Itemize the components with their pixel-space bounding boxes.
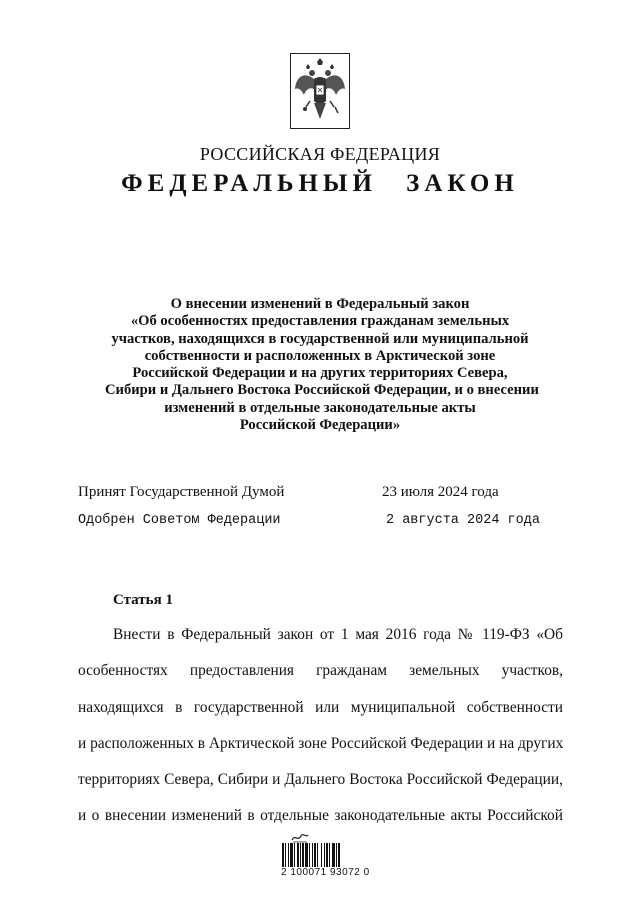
body-line: территориях Севера, Сибири и Дальнего Востока Российской Федерации, xyxy=(78,771,563,789)
title-line: Сибири и Дальнего Востока Российской Федерации, и о внесении xyxy=(105,382,539,399)
body-line: и расположенных в Арктической зоне Российской Федерации и на других xyxy=(78,734,564,752)
council-approval-date: 2 августа 2024 года xyxy=(386,513,540,528)
body-line: особенностях предоставления гражданам земельных участков, xyxy=(78,662,563,680)
title-line: Российской Федерации и на других территориях Севера, xyxy=(132,365,508,382)
body-line: Внести в Федеральный закон от 1 мая 2016 года № 119-ФЗ «Об xyxy=(113,626,563,643)
title-line: О внесении изменений в Федеральный закон xyxy=(170,296,470,312)
title-line: Российской Федерации» xyxy=(239,417,401,434)
barcode-number: 2 100071 93072 0 xyxy=(281,867,370,878)
article-body xyxy=(78,623,563,841)
document-type: ФЕДЕРАЛЬНЫЙ ЗАКОН xyxy=(121,170,519,197)
title-line: участков, находящихся в государственной или муниципальной xyxy=(111,330,529,347)
country-name: РОССИЙСКАЯ ФЕДЕРАЦИЯ xyxy=(199,144,441,164)
body-line: находящихся в государственной или муниципальной собственности xyxy=(78,698,563,716)
article-heading: Статья 1 xyxy=(113,592,173,608)
duma-adoption-label: Принят Государственной Думой xyxy=(78,484,285,500)
coat-of-arms-icon xyxy=(290,53,350,129)
body-line: и о внесении изменений в отдельные законодательные акты Российской xyxy=(78,807,563,825)
duma-adoption-date: 23 июля 2024 года xyxy=(382,484,499,500)
title-line: собственности и расположенных в Арктической зоне xyxy=(144,347,496,364)
handwritten-mark-icon xyxy=(290,830,310,844)
title-line: «Об особенностях предоставления гражданам земельных xyxy=(130,313,510,330)
barcode-icon xyxy=(281,843,363,869)
council-approval-label: Одобрен Советом Федерации xyxy=(78,513,281,528)
title-line: изменений в отдельные законодательные акты xyxy=(164,399,476,416)
law-title xyxy=(105,296,539,434)
